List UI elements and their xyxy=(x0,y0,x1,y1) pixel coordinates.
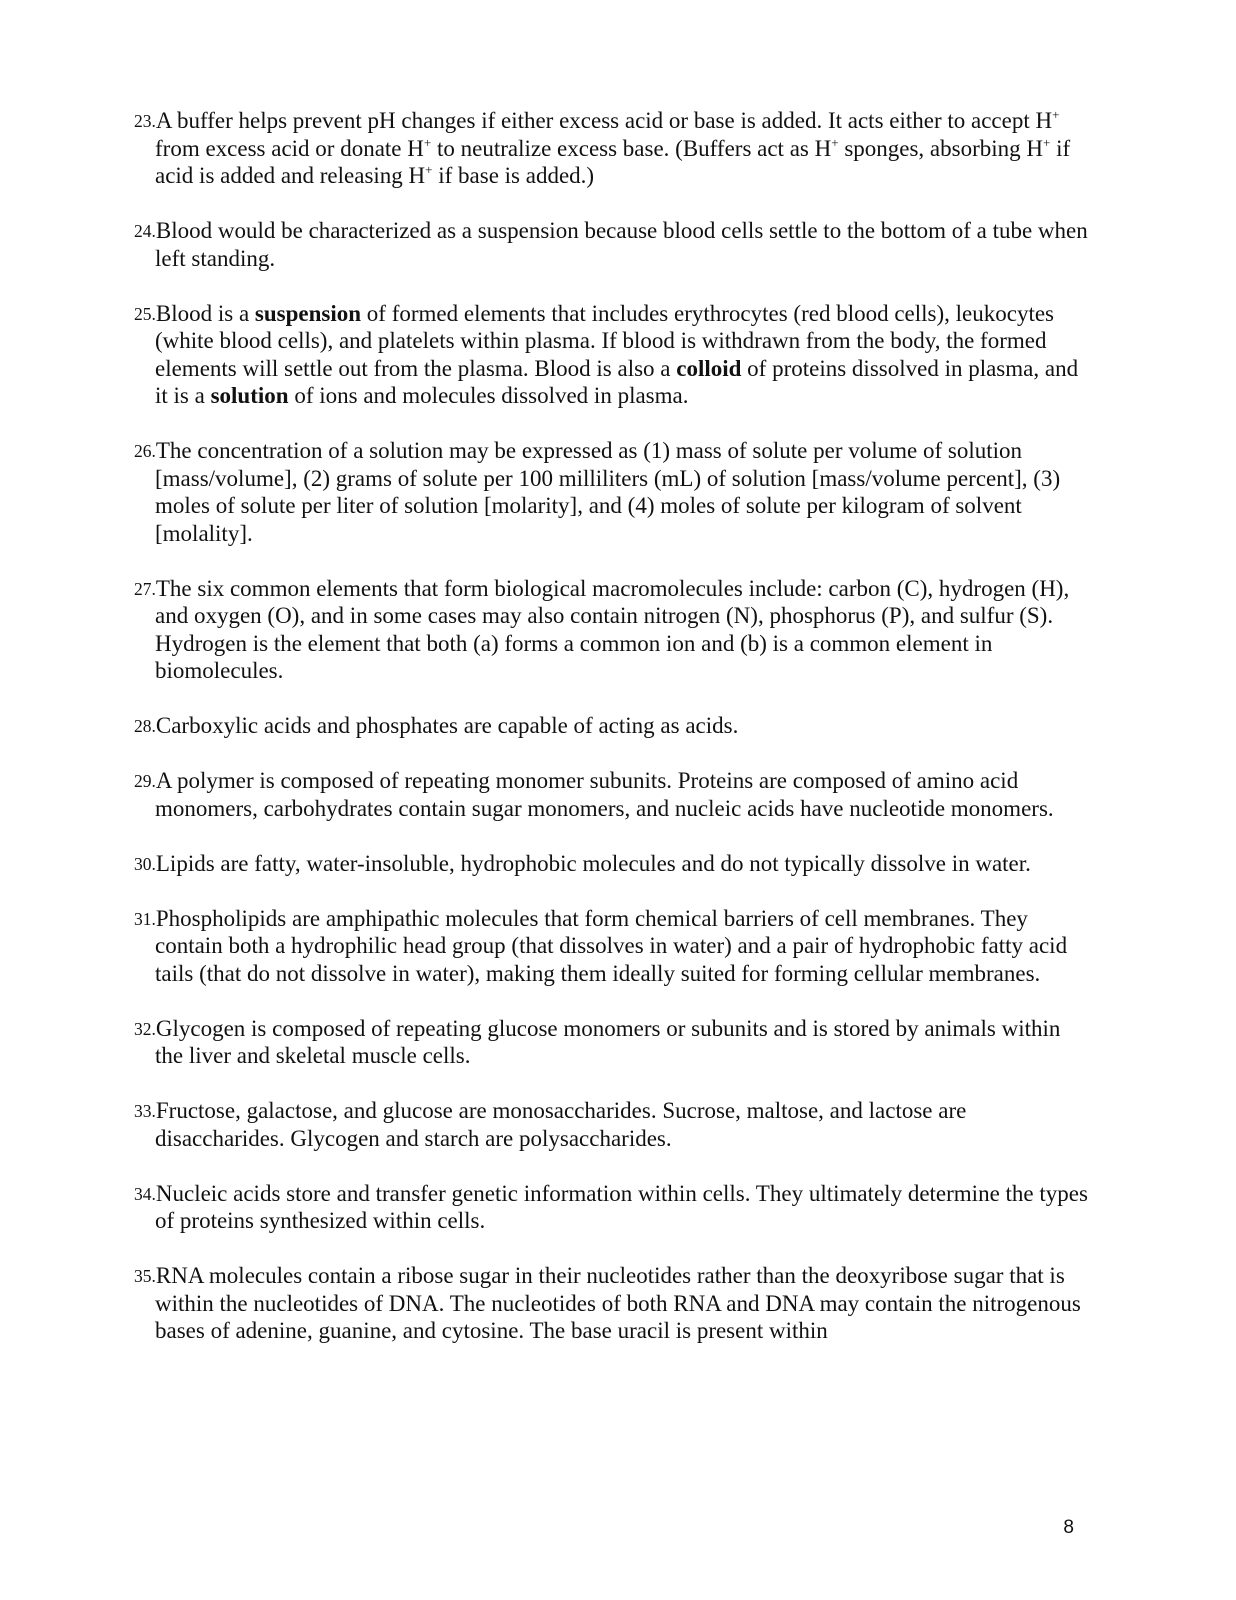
answer-number: 32. xyxy=(134,1018,156,1039)
answer-number: 34. xyxy=(134,1183,156,1204)
bold-term-suspension: suspension xyxy=(254,300,362,326)
answer-number: 28. xyxy=(134,716,156,736)
answer-text: Nucleic acids store and transfer genetic information within cells. They ultimately determine the types of proteins synthesized within cells. xyxy=(155,1180,1088,1233)
bold-term-colloid: colloid xyxy=(676,355,742,381)
answer-text: Blood would be characterized as a suspension because blood cells settle to the bottom of a tube when left standing. xyxy=(155,218,1088,271)
answer-text: The six common elements that form biological macromolecules include: carbon (C), hydrogen (H), and oxygen (O), and in some cases may also contain nitrogen (N), phosphorus (P), and sulfur (S). Hydrogen is the element that both (a) forms a common ion and (b) is a common element in biomolecules. xyxy=(155,575,1070,683)
answer-text: Carboxylic acids and phosphates are capable of acting as acids. xyxy=(155,713,739,738)
answer-text: A polymer is composed of repeating monomer subunits. Proteins are composed of amino acid monomers, carbohydrates contain sugar monomers, and nucleic acids have nucleotide monomers. xyxy=(155,768,1054,821)
answer-number: 27. xyxy=(134,578,156,599)
answer-text: RNA molecules contain a ribose sugar in their nucleotides rather than the deoxyribose sugar that is within the nucleotides of DNA. The nucleotides of both RNA and DNA may contain the nitrogenous bases of adenine, guanine, and cytosine. The base uracil is present within xyxy=(155,1263,1081,1343)
answer-item-31 xyxy=(134,905,1094,988)
answer-item-24 xyxy=(134,217,1094,272)
answer-text: Phospholipids are amphipathic molecules that form chemical barriers of cell membranes. They contain both a hydrophilic head group (that dissolves in water) and a pair of hydrophobic fatty acid tails (that do not dissolve in water), making them ideally suited for forming cellular membranes. xyxy=(155,905,1068,986)
answer-number: 23. xyxy=(134,111,156,131)
answer-item-34 xyxy=(134,1180,1094,1235)
answer-number: 35. xyxy=(134,1266,156,1286)
answer-item-25 xyxy=(134,300,1094,410)
answer-item-23 xyxy=(134,107,1094,190)
answer-text: Lipids are fatty, water-insoluble, hydrophobic molecules and do not typically dissolve in water. xyxy=(155,850,1031,876)
answer-number: 30. xyxy=(134,853,156,874)
answer-item-35 xyxy=(134,1262,1094,1345)
answer-item-27 xyxy=(134,575,1094,685)
answer-text: Blood is a suspension of formed elements that includes erythrocytes (red blood cells), leukocytes (white blood cells), and platelets within plasma. If blood is withdrawn from the body, the formed elements will settle out from the plasma. Blood is also a colloid of proteins dissolved in plasma, and it is a solution of ions and molecules dissolved in plasma. xyxy=(155,300,1079,408)
answer-number: 31. xyxy=(134,908,156,929)
answer-item-29 xyxy=(134,767,1094,822)
answer-text: Glycogen is composed of repeating glucose monomers or subunits and is stored by animals within the liver and skeletal muscle cells. xyxy=(155,1015,1061,1068)
answer-item-30 xyxy=(134,850,1094,878)
answer-number: 26. xyxy=(134,441,156,461)
answer-number: 25. xyxy=(134,303,156,324)
answer-text: The concentration of a solution may be expressed as (1) mass of solute per volume of solution [mass/volume], (2) grams of solute per 100 milliliters (mL) of solution [mass/volume percent], (3) moles of solute per liter of solution [molarity], and (4) moles of solute per kilogram of solvent [molality]. xyxy=(155,438,1061,546)
answer-text: Fructose, galactose, and glucose are monosaccharides. Sucrose, maltose, and lactose are disaccharides. Glycogen and starch are polysaccharides. xyxy=(155,1098,967,1151)
answer-item-26 xyxy=(134,437,1094,547)
page-number: 8 xyxy=(1063,1517,1074,1538)
answer-number: 33. xyxy=(134,1101,156,1121)
bold-term-solution: solution xyxy=(210,383,289,408)
answer-number: 24. xyxy=(134,221,156,241)
answer-item-33 xyxy=(134,1097,1094,1152)
answer-text: A buffer helps prevent pH changes if either excess acid or base is added. It acts either to accept H+ from excess acid or donate H+ to neutralize excess base. (Buffers act as H+ sponges, absorbing H+ if acid is added and releasing H+ if base is added.) xyxy=(155,107,1071,188)
answer-item-32 xyxy=(134,1015,1094,1070)
answer-item-28 xyxy=(134,712,1094,740)
answer-number: 29. xyxy=(134,771,156,791)
answer-list xyxy=(134,107,1094,1372)
